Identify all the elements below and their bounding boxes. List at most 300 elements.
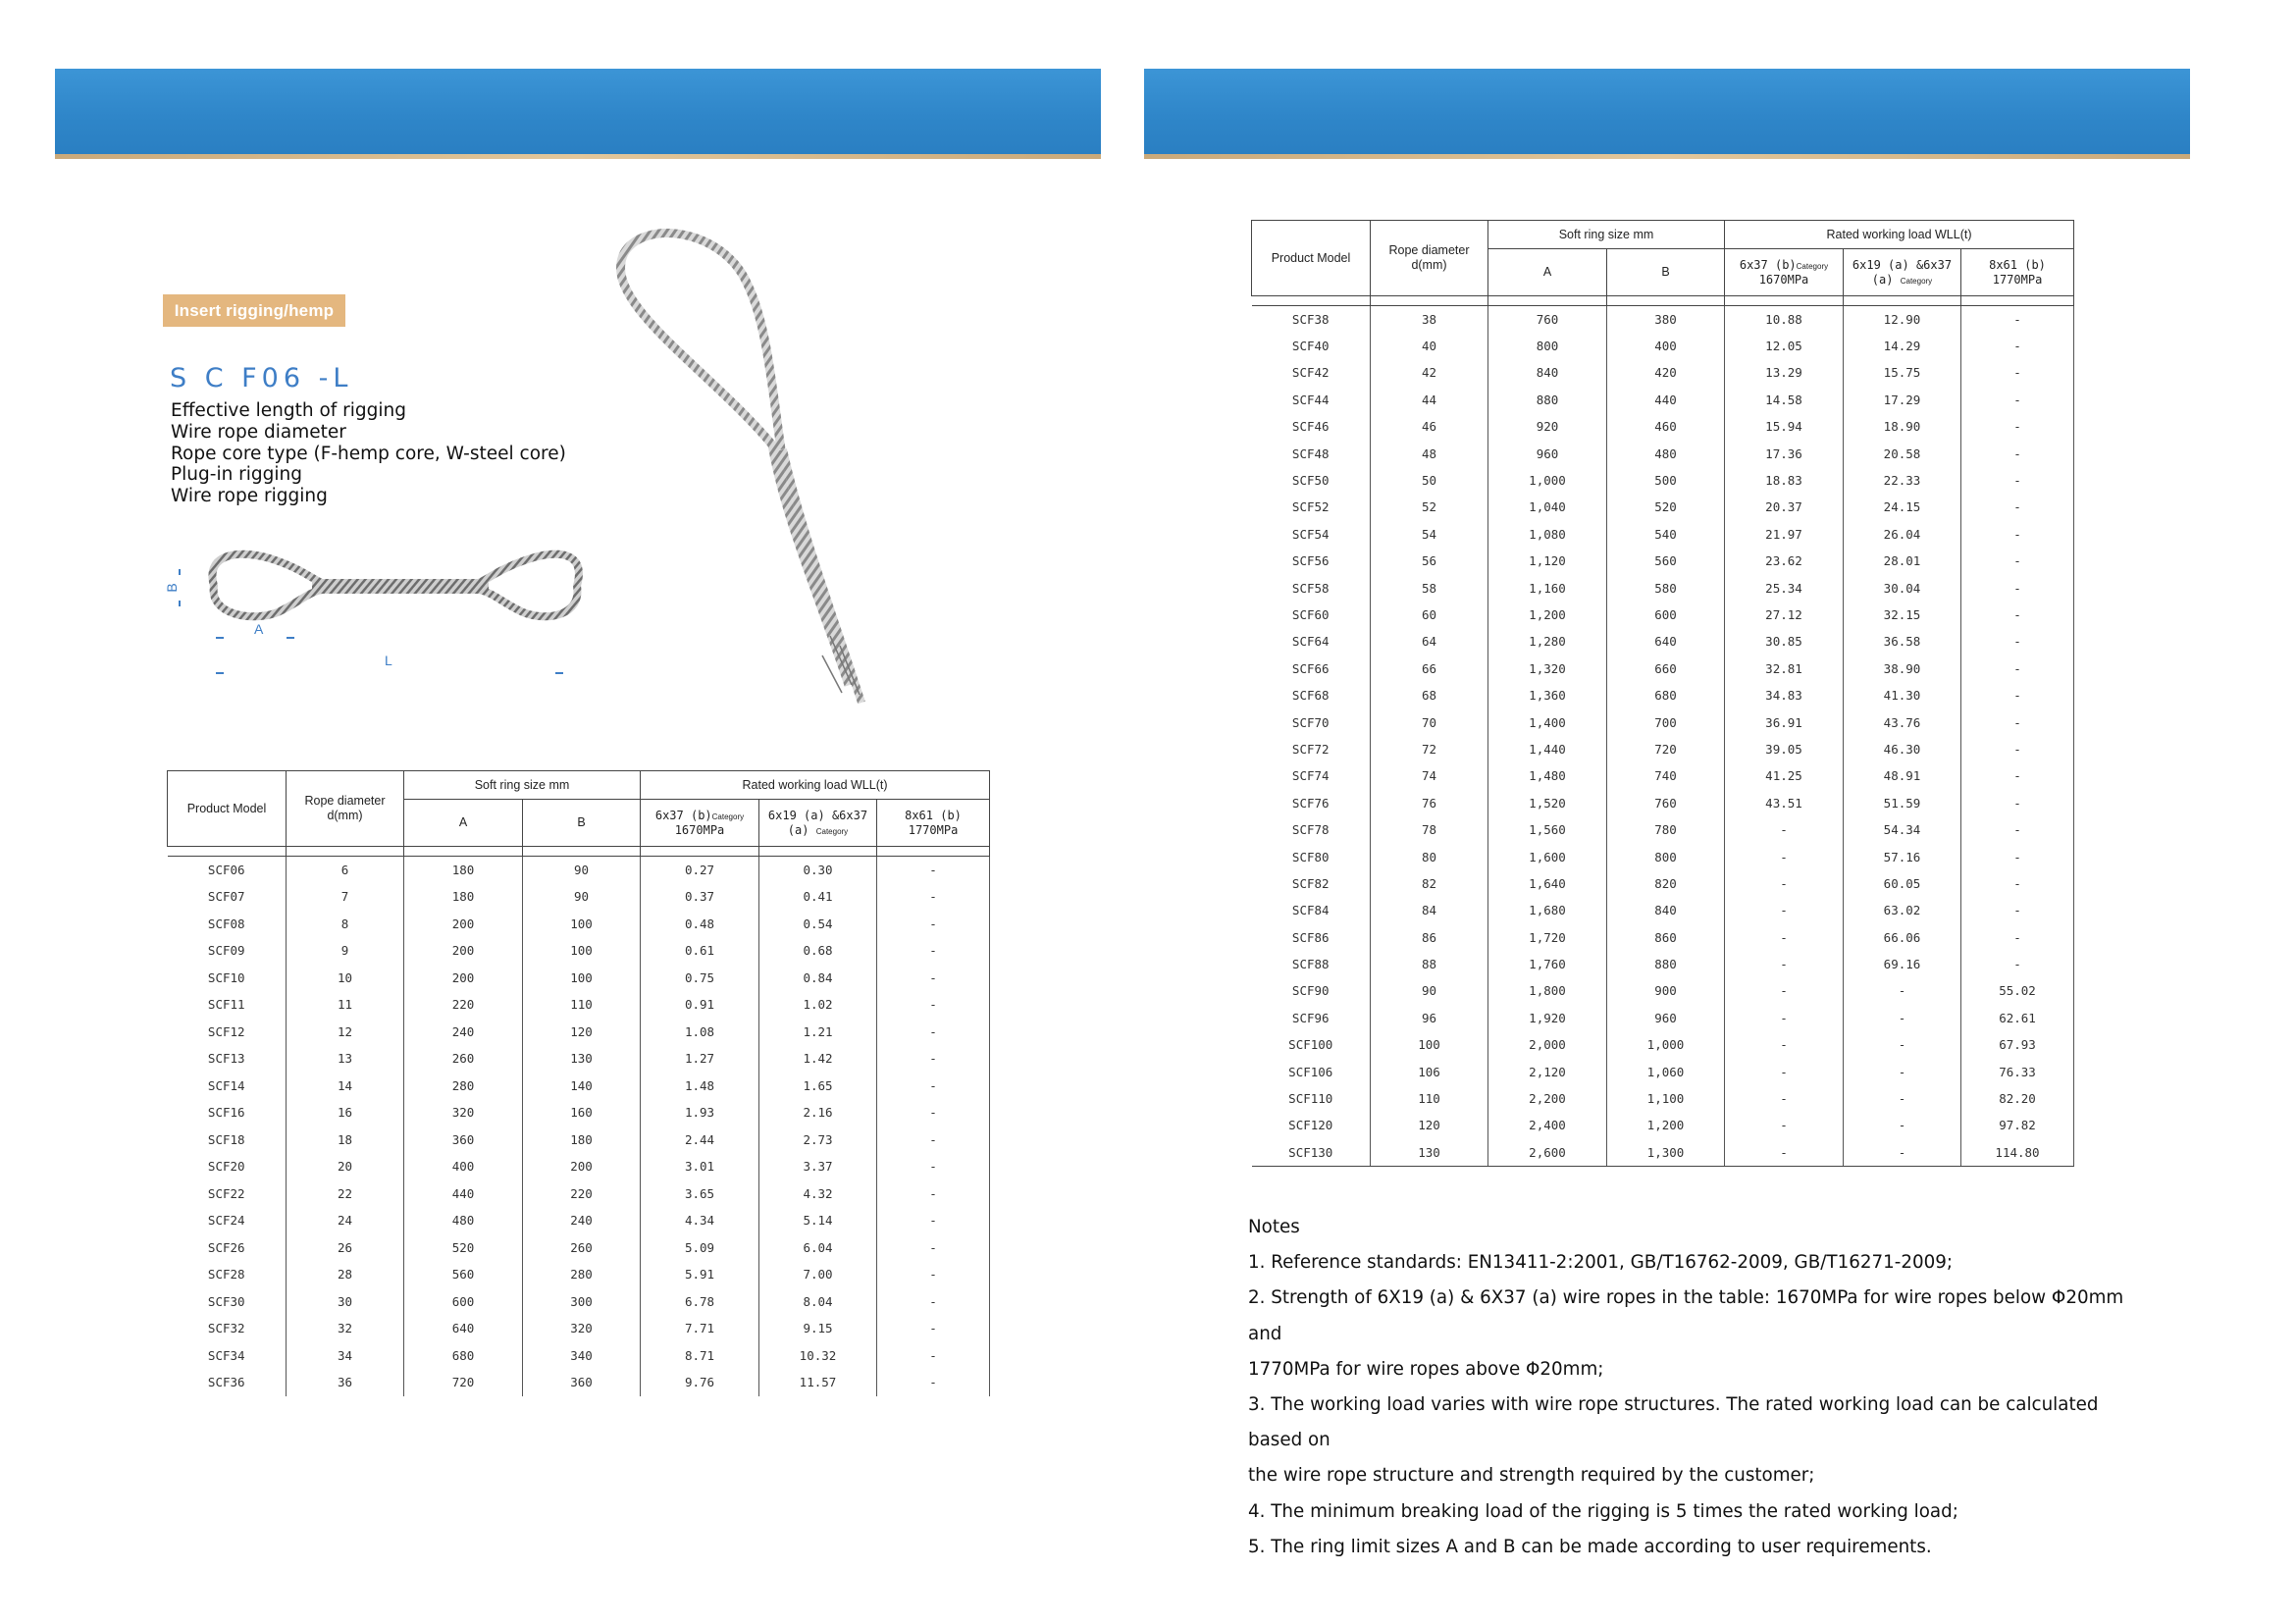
table-cell: 880 (1488, 387, 1607, 413)
table-cell: 720 (404, 1369, 523, 1396)
table-cell: 1,680 (1488, 897, 1607, 923)
table-row (1252, 440, 2074, 466)
table-row (1252, 655, 2074, 682)
legend-item: Rope core type (F-hemp core, W-steel core) (171, 443, 566, 464)
table-cell: 97.82 (1961, 1112, 2074, 1138)
table-cell: SCF74 (1252, 762, 1371, 789)
table-cell: 740 (1607, 762, 1725, 789)
table-row (168, 1019, 990, 1046)
table-cell: 1,760 (1488, 951, 1607, 977)
table-cell: 460 (1607, 413, 1725, 440)
note-line: 5. The ring limit sizes A and B can be made according to user requirements. (1248, 1536, 1932, 1557)
table-row (1252, 574, 2074, 601)
table-cell: SCF32 (168, 1315, 287, 1342)
table-cell: 52 (1371, 494, 1488, 520)
category-badge: Insert rigging/hemp core (163, 294, 345, 327)
table-cell: 280 (404, 1073, 523, 1100)
table-cell: - (877, 1126, 990, 1154)
table-cell: 0.41 (759, 883, 877, 911)
header-band-left (55, 69, 1101, 155)
table-cell: 3.01 (641, 1153, 759, 1180)
table-cell: SCF64 (1252, 628, 1371, 654)
table-cell: 3.37 (759, 1153, 877, 1180)
table-cell: 18 (287, 1126, 404, 1154)
table-row (168, 857, 990, 884)
table-cell: SCF100 (1252, 1031, 1371, 1058)
table-row (168, 1099, 990, 1126)
table-cell: 82.20 (1961, 1085, 2074, 1112)
table-cell: - (877, 965, 990, 992)
table-cell: 520 (404, 1234, 523, 1262)
table-cell: 11.57 (759, 1369, 877, 1396)
table-cell: 12.90 (1844, 306, 1961, 333)
table-cell: SCF44 (1252, 387, 1371, 413)
table-cell: - (1725, 897, 1844, 923)
table-cell: 680 (1607, 682, 1725, 708)
table-cell: 60.05 (1844, 870, 1961, 897)
table-cell: SCF54 (1252, 521, 1371, 548)
table-cell: SCF30 (168, 1288, 287, 1316)
table-cell: 1.27 (641, 1045, 759, 1073)
table-cell: SCF11 (168, 991, 287, 1019)
legend-item: Wire rope rigging (171, 486, 328, 507)
table-cell: 320 (404, 1099, 523, 1126)
table-cell: 15.94 (1725, 413, 1844, 440)
table-cell: 2,400 (1488, 1112, 1607, 1138)
table-cell: 72 (1371, 736, 1488, 762)
table-cell: 2.73 (759, 1126, 877, 1154)
table-cell: SCF66 (1252, 655, 1371, 682)
table-row (1252, 306, 2074, 333)
table-cell: SCF40 (1252, 333, 1371, 359)
table-cell: - (1961, 708, 2074, 735)
table-cell: SCF70 (1252, 708, 1371, 735)
table-cell: - (877, 1315, 990, 1342)
table-row (168, 937, 990, 965)
table-cell: 800 (1607, 843, 1725, 869)
legend-item: Plug-in rigging (171, 464, 303, 486)
table-cell: - (1844, 1058, 1961, 1084)
table-cell: SCF50 (1252, 467, 1371, 494)
table-cell: 760 (1607, 790, 1725, 816)
table-cell: 200 (404, 911, 523, 938)
table-cell: 80 (1371, 843, 1488, 869)
table-cell: 10 (287, 965, 404, 992)
table-cell: 640 (1607, 628, 1725, 654)
table-cell: - (1961, 306, 2074, 333)
table-cell: 100 (523, 911, 641, 938)
table-cell: - (1961, 574, 2074, 601)
table-cell: 780 (1607, 816, 1725, 843)
table-cell: 51.59 (1844, 790, 1961, 816)
table-cell: SCF90 (1252, 977, 1371, 1004)
table-cell: 64 (1371, 628, 1488, 654)
table-cell: 10.88 (1725, 306, 1844, 333)
table-cell: - (877, 1099, 990, 1126)
table-cell: 220 (404, 991, 523, 1019)
table-row (1252, 951, 2074, 977)
table-cell: 1,200 (1488, 602, 1607, 628)
table-cell: - (1961, 736, 2074, 762)
table-cell: 960 (1607, 1005, 1725, 1031)
table-row (168, 1073, 990, 1100)
table-cell: - (1961, 897, 2074, 923)
table-cell: 84 (1371, 897, 1488, 923)
table-cell: 0.68 (759, 937, 877, 965)
table-cell: 700 (1607, 708, 1725, 735)
table-cell: 68 (1371, 682, 1488, 708)
table-cell: SCF86 (1252, 923, 1371, 950)
table-cell: 110 (523, 991, 641, 1019)
table-cell: 42 (1371, 359, 1488, 386)
table-cell: 25.34 (1725, 574, 1844, 601)
table-cell: 23.62 (1725, 548, 1844, 574)
table-cell: 1,360 (1488, 682, 1607, 708)
table-cell: SCF42 (1252, 359, 1371, 386)
table-cell: 0.84 (759, 965, 877, 992)
table-cell: 30.04 (1844, 574, 1961, 601)
table-cell: - (1961, 951, 2074, 977)
table-cell: 36.91 (1725, 708, 1844, 735)
table-cell: SCF48 (1252, 440, 1371, 466)
table-row (1252, 359, 2074, 386)
table-cell: 58 (1371, 574, 1488, 601)
table-row (168, 883, 990, 911)
table-cell: 14 (287, 1073, 404, 1100)
table-cell: 90 (1371, 977, 1488, 1004)
table-cell: 240 (404, 1019, 523, 1046)
table-row (168, 965, 990, 992)
note-line: the wire rope structure and strength required by the customer; (1248, 1465, 1815, 1487)
table-cell: 76 (1371, 790, 1488, 816)
table-cell: 67.93 (1961, 1031, 2074, 1058)
note-line: 3. The working load varies with wire rope structures. The rated working load can be calculated based on (1248, 1394, 2099, 1451)
table-row (1252, 602, 2074, 628)
spec-table-left (167, 770, 990, 1396)
table-cell: 500 (1607, 467, 1725, 494)
table-cell: SCF07 (168, 883, 287, 911)
table-cell: 1.02 (759, 991, 877, 1019)
table-cell: 34.83 (1725, 682, 1844, 708)
table-cell: 880 (1607, 951, 1725, 977)
table-cell: 74 (1371, 762, 1488, 789)
table-cell: SCF08 (168, 911, 287, 938)
table-cell: 20 (287, 1153, 404, 1180)
table-row (1252, 843, 2074, 869)
table-cell: 480 (1607, 440, 1725, 466)
table-cell: SCF60 (1252, 602, 1371, 628)
header-wll: Rated working load WLL(t) (641, 771, 990, 800)
table-cell: SCF20 (168, 1153, 287, 1180)
table-cell: 63.02 (1844, 897, 1961, 923)
table-cell: 420 (1607, 359, 1725, 386)
table-cell: 600 (1607, 602, 1725, 628)
table-cell: SCF10 (168, 965, 287, 992)
table-cell: SCF16 (168, 1099, 287, 1126)
table-cell: 43.76 (1844, 708, 1961, 735)
table-cell: 69.16 (1844, 951, 1961, 977)
table-cell: 960 (1488, 440, 1607, 466)
table-row (1252, 1005, 2074, 1031)
table-cell: - (1844, 1031, 1961, 1058)
table-cell: 28 (287, 1261, 404, 1288)
note-line: 2. Strength of 6X19 (a) & 6X37 (a) wire ropes in the table: 1670MPa for wire ropes below Φ20mm and (1248, 1287, 2124, 1344)
table-cell: SCF80 (1252, 843, 1371, 869)
table-cell: 0.48 (641, 911, 759, 938)
table-cell: 1,040 (1488, 494, 1607, 520)
header-soft-ring-size: Soft ring size mm (1488, 221, 1725, 249)
table-cell: SCF72 (1252, 736, 1371, 762)
table-cell: 50 (1371, 467, 1488, 494)
table-cell: 1.48 (641, 1073, 759, 1100)
table-cell: - (877, 991, 990, 1019)
table-cell: 9.15 (759, 1315, 877, 1342)
table-cell: SCF130 (1252, 1139, 1371, 1166)
table-cell: 12.05 (1725, 333, 1844, 359)
table-cell: 560 (1607, 548, 1725, 574)
table-cell: 20.37 (1725, 494, 1844, 520)
table-cell: - (1725, 816, 1844, 843)
table-row (1252, 708, 2074, 735)
table-cell: 5.14 (759, 1207, 877, 1234)
table-cell: - (1725, 977, 1844, 1004)
table-cell: - (877, 1261, 990, 1288)
table-cell: 48 (1371, 440, 1488, 466)
table-cell: 100 (523, 965, 641, 992)
table-cell: - (877, 1369, 990, 1396)
table-row (1252, 548, 2074, 574)
header-6x19a: 6x19 (a) &6x37 (a) Category (759, 800, 877, 847)
table-cell: 840 (1607, 897, 1725, 923)
table-cell: 1,100 (1607, 1085, 1725, 1112)
table-cell: 7.00 (759, 1261, 877, 1288)
table-cell: 12 (287, 1019, 404, 1046)
table-cell: 900 (1607, 977, 1725, 1004)
table-cell: - (1844, 1112, 1961, 1138)
table-cell: - (1961, 682, 2074, 708)
table-cell: 5.09 (641, 1234, 759, 1262)
header-6x37b: 6x37 (b)Category 1670MPa (641, 800, 759, 847)
table-cell: - (877, 1073, 990, 1100)
table-cell: 26 (287, 1234, 404, 1262)
table-cell: 840 (1488, 359, 1607, 386)
table-cell: 680 (404, 1342, 523, 1370)
table-cell: 43.51 (1725, 790, 1844, 816)
table-cell: 5.91 (641, 1261, 759, 1288)
table-cell: 14.58 (1725, 387, 1844, 413)
table-cell: SCF52 (1252, 494, 1371, 520)
note-line: 1. Reference standards: EN13411-2:2001, GB/T16762-2009, GB/T16271-2009; (1248, 1252, 1954, 1274)
table-cell: 720 (1607, 736, 1725, 762)
table-row (1252, 1112, 2074, 1138)
table-row (1252, 628, 2074, 654)
table-cell: 90 (523, 883, 641, 911)
table-row (168, 1342, 990, 1370)
table-cell: SCF22 (168, 1180, 287, 1208)
table-cell: - (1961, 333, 2074, 359)
table-row (168, 1369, 990, 1396)
table-cell: SCF88 (1252, 951, 1371, 977)
table-cell: - (877, 1234, 990, 1262)
table-cell: 400 (1607, 333, 1725, 359)
table-cell: - (1725, 951, 1844, 977)
table-cell: 106 (1371, 1058, 1488, 1084)
table-cell: 17.29 (1844, 387, 1961, 413)
table-row (1252, 387, 2074, 413)
table-cell: 62.61 (1961, 1005, 2074, 1031)
table-cell: - (1961, 494, 2074, 520)
table-cell: 54.34 (1844, 816, 1961, 843)
table-cell: 600 (404, 1288, 523, 1316)
table-cell: SCF76 (1252, 790, 1371, 816)
table-cell: 1,720 (1488, 923, 1607, 950)
table-cell: - (1961, 440, 2074, 466)
table-cell: 0.61 (641, 937, 759, 965)
table-cell: 300 (523, 1288, 641, 1316)
table-cell: 28.01 (1844, 548, 1961, 574)
table-cell: - (877, 1207, 990, 1234)
table-cell: 13 (287, 1045, 404, 1073)
table-cell: 1,560 (1488, 816, 1607, 843)
table-cell: 1,920 (1488, 1005, 1607, 1031)
table-cell: 0.91 (641, 991, 759, 1019)
table-cell: 140 (523, 1073, 641, 1100)
table-cell: - (877, 1288, 990, 1316)
header-soft-ring-size: Soft ring size mm (404, 771, 641, 800)
table-cell: 32.15 (1844, 602, 1961, 628)
table-cell: 180 (404, 883, 523, 911)
table-cell: SCF82 (1252, 870, 1371, 897)
table-row (1252, 494, 2074, 520)
table-cell: SCF120 (1252, 1112, 1371, 1138)
table-cell: SCF09 (168, 937, 287, 965)
table-cell: 14.29 (1844, 333, 1961, 359)
table-cell: 1,000 (1607, 1031, 1725, 1058)
table-row (168, 1207, 990, 1234)
table-cell: 1,160 (1488, 574, 1607, 601)
table-cell: 8.71 (641, 1342, 759, 1370)
table-cell: SCF14 (168, 1073, 287, 1100)
table-cell: 110 (1371, 1085, 1488, 1112)
header-b: B (523, 800, 641, 847)
table-row (1252, 870, 2074, 897)
table-cell: 86 (1371, 923, 1488, 950)
table-cell: 860 (1607, 923, 1725, 950)
table-cell: 180 (523, 1126, 641, 1154)
table-cell: 1.42 (759, 1045, 877, 1073)
table-cell: 100 (1371, 1031, 1488, 1058)
table-cell: 180 (404, 857, 523, 884)
table-row (1252, 467, 2074, 494)
table-cell: 32.81 (1725, 655, 1844, 682)
table-cell: 6.04 (759, 1234, 877, 1262)
note-line: 1770MPa for wire ropes above Φ20mm; (1248, 1358, 1604, 1380)
table-cell: SCF84 (1252, 897, 1371, 923)
table-cell: 38 (1371, 306, 1488, 333)
table-cell: 30 (287, 1288, 404, 1316)
table-cell: 0.27 (641, 857, 759, 884)
table-cell: 88 (1371, 951, 1488, 977)
table-cell: 76.33 (1961, 1058, 2074, 1084)
header-8x61b: 8x61 (b) 1770MPa (1961, 249, 2074, 296)
table-cell: 1.93 (641, 1099, 759, 1126)
table-cell: - (1961, 870, 2074, 897)
table-cell: 60 (1371, 602, 1488, 628)
table-cell: 38.90 (1844, 655, 1961, 682)
note-line: 4. The minimum breaking load of the rigging is 5 times the rated working load; (1248, 1500, 1958, 1522)
table-cell: SCF36 (168, 1369, 287, 1396)
table-cell: 39.05 (1725, 736, 1844, 762)
table-cell: 820 (1607, 870, 1725, 897)
table-cell: - (1725, 1085, 1844, 1112)
table-cell: 32 (287, 1315, 404, 1342)
header-wll: Rated working load WLL(t) (1725, 221, 2074, 249)
table-cell: - (1961, 413, 2074, 440)
table-cell: - (1961, 467, 2074, 494)
table-row (1252, 762, 2074, 789)
table-cell: 520 (1607, 494, 1725, 520)
table-cell: 360 (404, 1126, 523, 1154)
table-cell: 2,600 (1488, 1139, 1607, 1166)
table-cell: SCF68 (1252, 682, 1371, 708)
table-cell: 340 (523, 1342, 641, 1370)
table-cell: 160 (523, 1099, 641, 1126)
table-cell: - (1961, 923, 2074, 950)
table-cell: 1,440 (1488, 736, 1607, 762)
table-cell: 1,300 (1607, 1139, 1725, 1166)
table-cell: 640 (404, 1315, 523, 1342)
table-cell: 114.80 (1961, 1139, 2074, 1166)
table-cell: 17.36 (1725, 440, 1844, 466)
table-cell: 1,080 (1488, 521, 1607, 548)
table-cell: - (877, 911, 990, 938)
header-product-model: Product Model (168, 771, 287, 847)
table-row (1252, 1058, 2074, 1084)
notes-title: Notes (1248, 1217, 1300, 1237)
table-cell: 46 (1371, 413, 1488, 440)
header-rope-diameter: Rope diameter d(mm) (1371, 221, 1488, 296)
table-row (1252, 816, 2074, 843)
table-cell: 27.12 (1725, 602, 1844, 628)
table-cell: 1,480 (1488, 762, 1607, 789)
table-row (1252, 977, 2074, 1004)
table-cell: 240 (523, 1207, 641, 1234)
table-cell: - (1844, 1139, 1961, 1166)
table-cell: 26.04 (1844, 521, 1961, 548)
legend-item: Effective length of rigging (171, 400, 406, 421)
table-cell: 1,800 (1488, 977, 1607, 1004)
diagram-label-b: B (164, 583, 180, 593)
table-cell: 2.16 (759, 1099, 877, 1126)
table-cell: 120 (523, 1019, 641, 1046)
table-cell: 96 (1371, 1005, 1488, 1031)
table-cell: - (877, 1153, 990, 1180)
table-cell: 36.58 (1844, 628, 1961, 654)
header-rope-diameter: Rope diameter d(mm) (287, 771, 404, 847)
table-cell: SCF06 (168, 857, 287, 884)
table-cell: 54 (1371, 521, 1488, 548)
table-cell: 320 (523, 1315, 641, 1342)
header-b: B (1607, 249, 1725, 296)
table-cell: 46.30 (1844, 736, 1961, 762)
table-cell: 34 (287, 1342, 404, 1370)
table-cell: 66.06 (1844, 923, 1961, 950)
table-cell: 1,060 (1607, 1058, 1725, 1084)
table-cell: SCF96 (1252, 1005, 1371, 1031)
table-row (1252, 1139, 2074, 1166)
table-cell: 9 (287, 937, 404, 965)
table-cell: SCF18 (168, 1126, 287, 1154)
